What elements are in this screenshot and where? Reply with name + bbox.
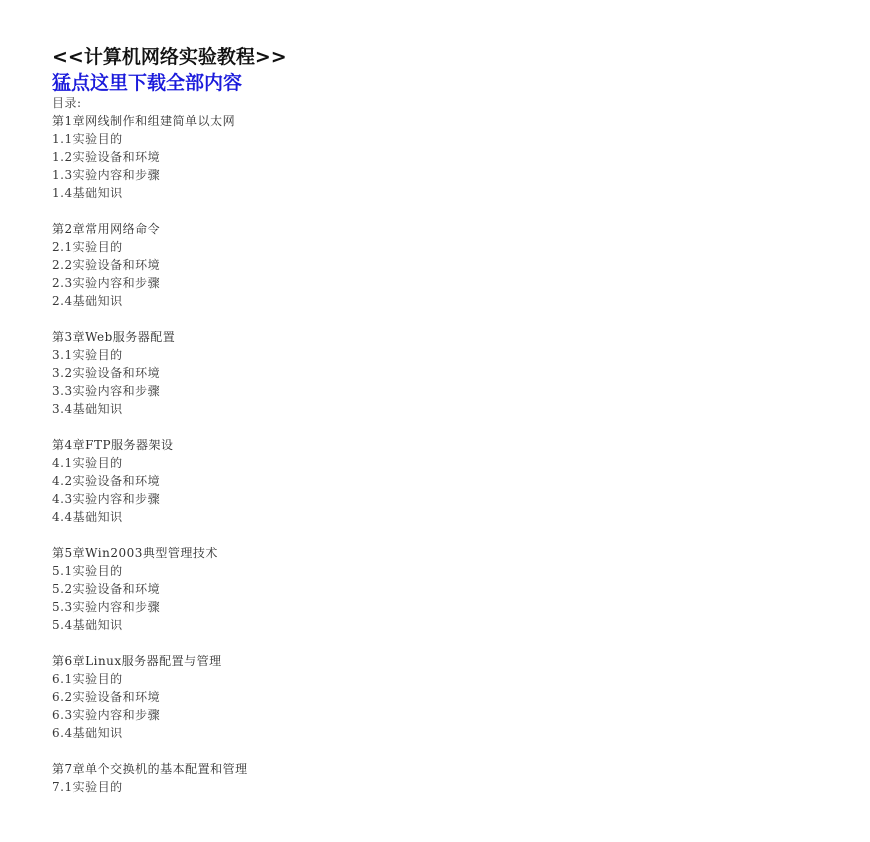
chapter-heading: 第6章Linux服务器配置与管理 [52, 654, 222, 668]
section-item: 4.3实验内容和步骤 [52, 492, 161, 506]
section-item: 2.4基础知识 [52, 294, 123, 308]
section-item: 7.1实验目的 [52, 780, 123, 794]
chapter-heading: 第3章Web服务器配置 [52, 330, 176, 344]
download-all-link[interactable]: 猛点这里下载全部内容 [52, 72, 243, 94]
chapter-heading: 第2章常用网络命令 [52, 222, 161, 236]
section-item: 5.3实验内容和步骤 [52, 600, 161, 614]
section-item: 1.1实验目的 [52, 132, 123, 146]
chapter-4 [52, 436, 832, 526]
section-item: 3.4基础知识 [52, 402, 123, 416]
chapter-heading: 第4章FTP服务器架设 [52, 438, 174, 452]
document-title: <<计算机网络实验教程>> [52, 46, 287, 68]
section-item: 5.1实验目的 [52, 564, 123, 578]
chapter-1 [52, 112, 832, 202]
section-item: 6.3实验内容和步骤 [52, 708, 161, 722]
chapter-5 [52, 544, 832, 634]
section-item: 3.1实验目的 [52, 348, 123, 362]
section-item: 2.1实验目的 [52, 240, 123, 254]
section-item: 5.4基础知识 [52, 618, 123, 632]
section-item: 1.4基础知识 [52, 186, 123, 200]
chapter-6 [52, 652, 832, 742]
section-item: 3.2实验设备和环境 [52, 366, 161, 380]
chapter-heading: 第1章网线制作和组建简单以太网 [52, 114, 236, 128]
chapter-2 [52, 220, 832, 310]
section-item: 5.2实验设备和环境 [52, 582, 161, 596]
section-item: 6.1实验目的 [52, 672, 123, 686]
section-item: 1.2实验设备和环境 [52, 150, 161, 164]
section-item: 6.4基础知识 [52, 726, 123, 740]
toc-label: 目录: [52, 96, 82, 110]
chapter-7 [52, 760, 832, 796]
section-item: 1.3实验内容和步骤 [52, 168, 161, 182]
chapter-3 [52, 328, 832, 418]
section-item: 4.2实验设备和环境 [52, 474, 161, 488]
chapter-heading: 第5章Win2003典型管理技术 [52, 546, 218, 560]
document-page [52, 44, 832, 814]
chapter-heading: 第7章单个交换机的基本配置和管理 [52, 762, 248, 776]
section-item: 2.2实验设备和环境 [52, 258, 161, 272]
section-item: 6.2实验设备和环境 [52, 690, 161, 704]
section-item: 4.1实验目的 [52, 456, 123, 470]
section-item: 2.3实验内容和步骤 [52, 276, 161, 290]
section-item: 4.4基础知识 [52, 510, 123, 524]
section-item: 3.3实验内容和步骤 [52, 384, 161, 398]
